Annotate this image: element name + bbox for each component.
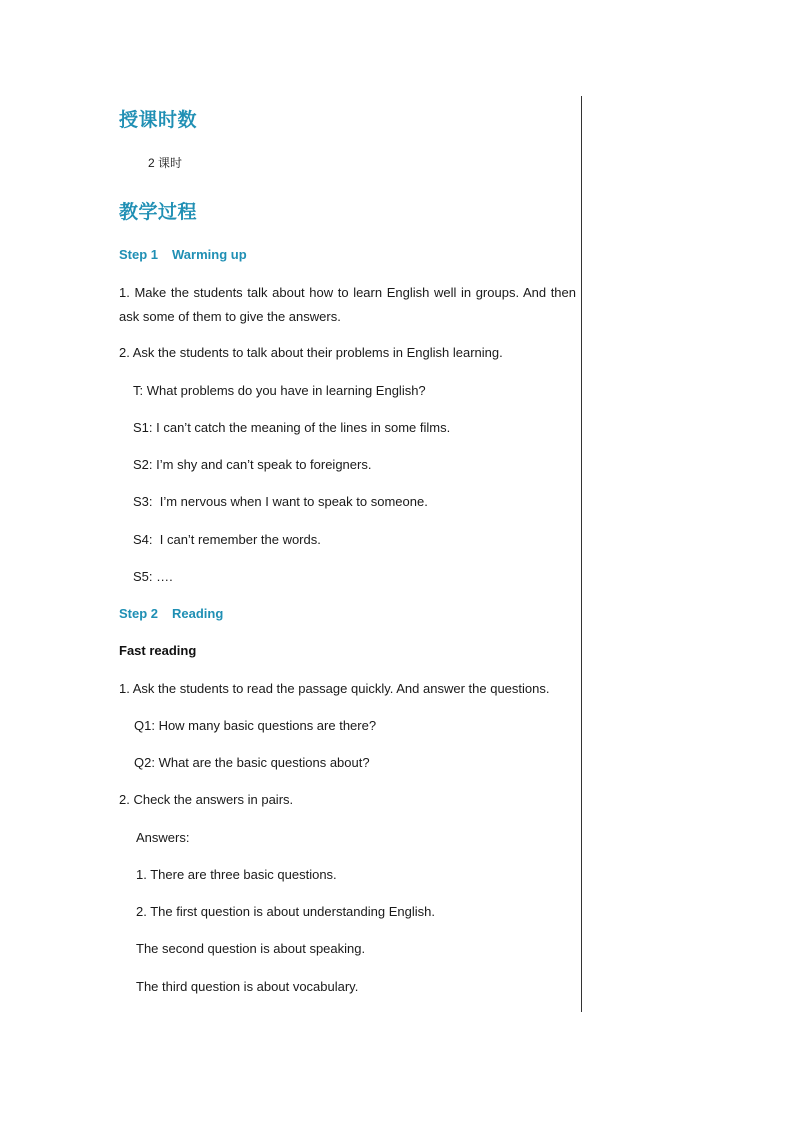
answer-line: 2. The first question is about understanding English.: [136, 904, 435, 919]
answer-line: The third question is about vocabulary.: [136, 979, 359, 994]
dialogue-line: S1: I can’t catch the meaning of the lines in some films.: [133, 420, 451, 435]
answer-line: The second question is about speaking.: [136, 941, 366, 956]
dialogue-line: T: What problems do you have in learning English?: [133, 383, 426, 398]
dialogue-line: S5: ….: [133, 569, 173, 584]
step2-title: Reading: [172, 606, 224, 621]
column-rule: [581, 96, 582, 1012]
question-line: Q2: What are the basic questions about?: [134, 755, 370, 770]
process-heading: 教学过程: [119, 202, 198, 223]
dialogue-line: S4: I can’t remember the words.: [133, 532, 321, 547]
step2-label: Step 2: [119, 606, 159, 621]
answer-line: 1. There are three basic questions.: [136, 867, 337, 882]
step1-item-2: 2. Ask the students to talk about their problems in English learning.: [119, 345, 503, 360]
answers-label: Answers:: [136, 830, 190, 845]
step1-label: Step 1: [119, 247, 159, 262]
dialogue-line: S3: I’m nervous when I want to speak to someone.: [133, 494, 428, 509]
hours-value: 2 课时: [148, 156, 183, 170]
step2-heading: [119, 606, 223, 621]
step1-heading: [119, 247, 247, 262]
hours-heading: 授课时数: [119, 110, 198, 131]
step1-title: Warming up: [172, 247, 247, 262]
step1-item-1: 1. Make the students talk about how to learn English well in groups. And then ask some of them to give the answers.: [119, 285, 576, 324]
fast-reading-subheading: Fast reading: [119, 643, 197, 658]
step2-item-1: 1. Ask the students to read the passage quickly. And answer the questions.: [119, 681, 550, 696]
step2-item-2: 2. Check the answers in pairs.: [119, 792, 294, 807]
question-line: Q1: How many basic questions are there?: [134, 718, 377, 733]
dialogue-line: S2: I’m shy and can’t speak to foreigners.: [133, 457, 372, 472]
